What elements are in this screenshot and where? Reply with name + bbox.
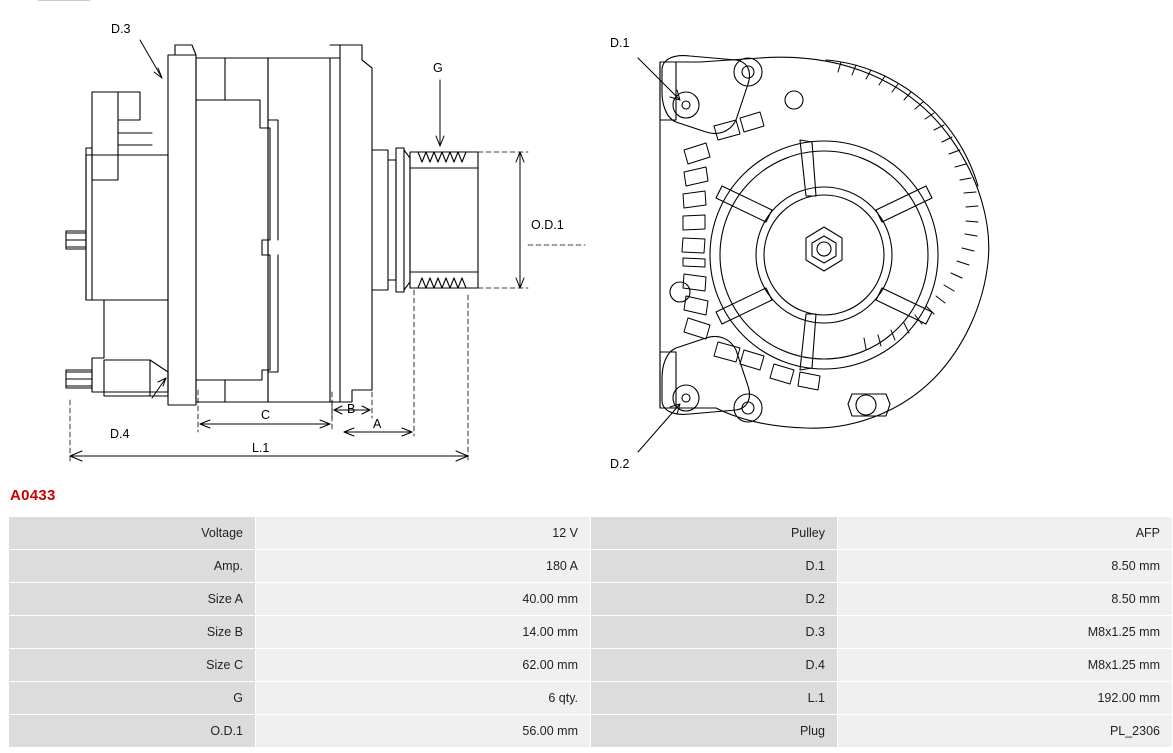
spec-value: 8.50 mm [838, 550, 1173, 583]
spec-label: Size B [9, 616, 256, 649]
label-d4: D.4 [110, 427, 130, 441]
table-row [9, 550, 1173, 583]
spec-value: 8.50 mm [838, 583, 1173, 616]
specifications-table [8, 516, 1173, 748]
spec-value: 56.00 mm [256, 715, 591, 748]
label-d1: D.1 [610, 36, 630, 50]
label-a: A [373, 417, 382, 431]
spec-value: 12 V [256, 517, 591, 550]
table-row [9, 682, 1173, 715]
table-row [9, 715, 1173, 748]
spec-value: 40.00 mm [256, 583, 591, 616]
spec-label: D.3 [591, 616, 838, 649]
label-g: G [433, 61, 443, 75]
spec-value: M8x1.25 mm [838, 649, 1173, 682]
spec-label: Amp. [9, 550, 256, 583]
spec-value: 192.00 mm [838, 682, 1173, 715]
table-row [9, 583, 1173, 616]
label-c: C [261, 408, 271, 422]
spec-value: 62.00 mm [256, 649, 591, 682]
spec-label: G [9, 682, 256, 715]
label-l1: L.1 [252, 441, 270, 455]
label-b: B [347, 402, 356, 416]
label-d2: D.2 [610, 457, 630, 471]
spec-label: Voltage [9, 517, 256, 550]
spec-value: AFP [838, 517, 1173, 550]
spec-label: Size A [9, 583, 256, 616]
spec-label: D.4 [591, 649, 838, 682]
table-row [9, 517, 1173, 550]
spec-label: D.1 [591, 550, 838, 583]
spec-label: Pulley [591, 517, 838, 550]
label-od1: O.D.1 [531, 218, 564, 232]
label-d3: D.3 [111, 22, 131, 36]
spec-label: O.D.1 [9, 715, 256, 748]
spec-label: Size C [9, 649, 256, 682]
spec-label: D.2 [591, 583, 838, 616]
spec-value: 14.00 mm [256, 616, 591, 649]
spec-value: 180 A [256, 550, 591, 583]
table-row [9, 649, 1173, 682]
spec-value: PL_2306 [838, 715, 1173, 748]
spec-value: M8x1.25 mm [838, 616, 1173, 649]
part-code: A0433 [10, 487, 56, 504]
spec-label: Plug [591, 715, 838, 748]
spec-label: L.1 [591, 682, 838, 715]
spec-value: 6 qty. [256, 682, 591, 715]
table-row [9, 616, 1173, 649]
